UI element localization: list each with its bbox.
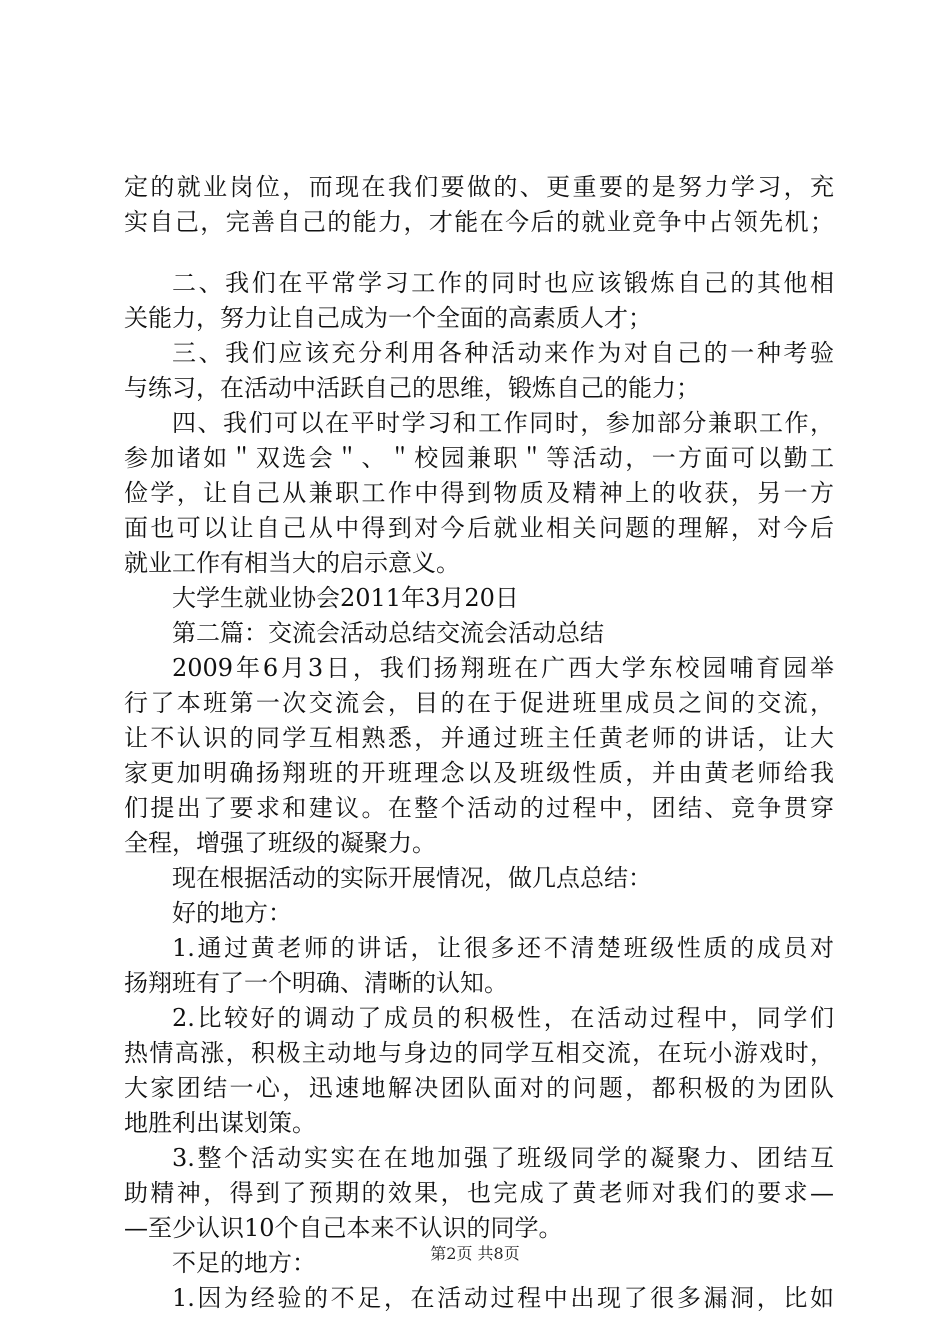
paragraph — [124, 861, 834, 896]
text-line: 热情高涨，积极主动地与身边的同学互相交流，在玩小游戏时， — [124, 1039, 834, 1067]
text-line: 定的就业岗位，而现在我们要做的、更重要的是努力学习，充 — [124, 173, 834, 201]
text-line: 三、我们应该充分利用各种活动来作为对自己的一种考验 — [172, 339, 834, 367]
list-item — [124, 931, 834, 1001]
text-line: 地胜利出谋划策。 — [124, 1109, 316, 1137]
subheading-good — [124, 896, 834, 931]
section-title — [124, 616, 834, 651]
document-body — [124, 170, 834, 1316]
text-line: 就业工作有相当大的启示意义。 — [124, 549, 460, 577]
text-line: —至少认识10个自己本来不认识的同学。 — [124, 1214, 563, 1242]
text-line: 3.整个活动实实在在地加强了班级同学的凝聚力、团结互 — [172, 1144, 834, 1172]
paragraph — [124, 406, 834, 581]
text-line: 好的地方： — [172, 899, 292, 927]
text-line: 扬翔班有了一个明确、清晰的认知。 — [124, 969, 508, 997]
paragraph — [124, 336, 834, 406]
text-line: 第二篇：交流会活动总结交流会活动总结 — [172, 619, 604, 647]
text-line: 关能力，努力让自己成为一个全面的高素质人才； — [124, 304, 652, 332]
text-line: 助精神，得到了预期的效果，也完成了黄老师对我们的要求— — [124, 1179, 834, 1207]
signature — [124, 581, 834, 616]
paragraph-gap — [124, 240, 834, 266]
text-line: 家更加明确扬翔班的开班理念以及班级性质，并由黄老师给我 — [124, 759, 834, 787]
text-line: 1.因为经验的不足，在活动过程中出现了很多漏洞，比如 — [172, 1284, 834, 1312]
paragraph — [124, 170, 834, 240]
text-line: 大学生就业协会2011年3月20日 — [172, 584, 519, 612]
text-line: 行了本班第一次交流会，目的在于促进班里成员之间的交流， — [124, 689, 834, 717]
text-line: 全程，增强了班级的凝聚力。 — [124, 829, 436, 857]
text-line: 大家团结一心，迅速地解决团队面对的问题，都积极的为团队 — [124, 1074, 834, 1102]
text-line: 与练习，在活动中活跃自己的思维，锻炼自己的能力； — [124, 374, 700, 402]
text-line: 现在根据活动的实际开展情况，做几点总结： — [172, 864, 652, 892]
text-line: 实自己，完善自己的能力，才能在今后的就业竞争中占领先机； — [124, 208, 834, 236]
text-line: 不足的地方： — [172, 1249, 316, 1277]
paragraph — [124, 266, 834, 336]
text-line: 2.比较好的调动了成员的积极性，在活动过程中，同学们 — [172, 1004, 834, 1032]
list-item — [124, 1001, 834, 1141]
text-line: 让不认识的同学互相熟悉，并通过班主任黄老师的讲话，让大 — [124, 724, 834, 752]
text-line: 参加诸如＂双选会＂、＂校园兼职＂等活动，一方面可以勤工 — [124, 444, 834, 472]
text-line: 2009年6月3日，我们扬翔班在广西大学东校园哺育园举 — [172, 654, 834, 682]
text-line: 们提出了要求和建议。在整个活动的过程中，团结、竞争贯穿 — [124, 794, 834, 822]
page-footer: 第2页 共8页 — [430, 1244, 520, 1263]
text-line: 四、我们可以在平时学习和工作同时，参加部分兼职工作， — [172, 409, 834, 437]
list-item — [124, 1141, 834, 1246]
text-line: 面也可以让自己从中得到对今后就业相关问题的理解，对今后 — [124, 514, 834, 542]
text-line: 1.通过黄老师的讲话，让很多还不清楚班级性质的成员对 — [172, 934, 834, 962]
paragraph — [124, 651, 834, 861]
text-line: 俭学，让自己从兼职工作中得到物质及精神上的收获，另一方 — [124, 479, 834, 507]
text-line: 二、我们在平常学习工作的同时也应该锻炼自己的其他相 — [172, 269, 834, 297]
list-item — [124, 1281, 834, 1316]
